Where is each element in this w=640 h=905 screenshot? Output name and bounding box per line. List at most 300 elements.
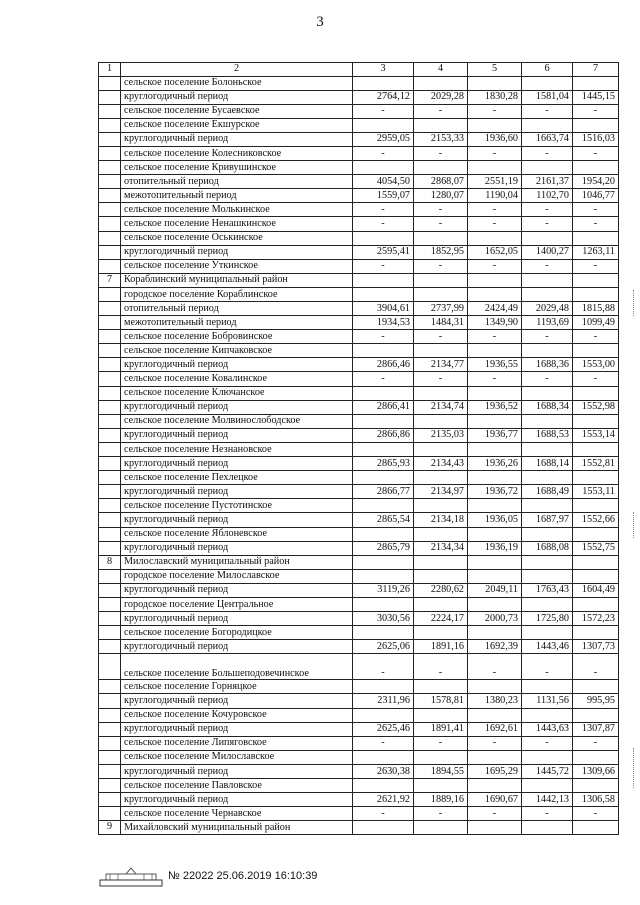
row-index-cell bbox=[99, 217, 121, 231]
value-cell bbox=[468, 287, 522, 301]
value-cell: 1190,04 bbox=[468, 189, 522, 203]
row-name-cell: сельское поселение Бусаевское bbox=[121, 104, 353, 118]
row-index-cell bbox=[99, 750, 121, 764]
value-cell: - bbox=[353, 259, 414, 273]
value-cell: 1553,00 bbox=[573, 358, 619, 372]
value-cell: 1891,16 bbox=[414, 640, 468, 654]
value-cell: 2866,46 bbox=[353, 358, 414, 372]
value-cell: - bbox=[468, 807, 522, 821]
value-cell bbox=[522, 287, 573, 301]
row-name-cell: круглогодичный период bbox=[121, 764, 353, 778]
value-cell bbox=[573, 344, 619, 358]
value-cell: - bbox=[573, 104, 619, 118]
value-cell bbox=[573, 680, 619, 694]
value-cell bbox=[468, 161, 522, 175]
row-index-cell: 7 bbox=[99, 273, 121, 287]
value-cell: 1690,67 bbox=[468, 793, 522, 807]
value-cell bbox=[353, 344, 414, 358]
value-cell bbox=[414, 821, 468, 835]
value-cell: 1604,49 bbox=[573, 583, 619, 597]
value-cell: 1280,07 bbox=[414, 189, 468, 203]
value-cell: 2621,92 bbox=[353, 793, 414, 807]
row-name-cell: круглогодичный период bbox=[121, 245, 353, 259]
row-index-cell bbox=[99, 527, 121, 541]
value-cell: 1763,43 bbox=[522, 583, 573, 597]
row-index-cell bbox=[99, 541, 121, 555]
row-index-cell bbox=[99, 330, 121, 344]
value-cell: 2595,41 bbox=[353, 245, 414, 259]
value-cell: 1102,70 bbox=[522, 189, 573, 203]
row-name-cell: сельское поселение Богородицкое bbox=[121, 626, 353, 640]
value-cell bbox=[353, 442, 414, 456]
value-cell bbox=[414, 750, 468, 764]
value-cell: 1443,63 bbox=[522, 722, 573, 736]
value-cell: - bbox=[522, 146, 573, 160]
value-cell bbox=[353, 273, 414, 287]
value-cell: - bbox=[573, 217, 619, 231]
value-cell: - bbox=[468, 654, 522, 680]
value-cell: 3119,26 bbox=[353, 583, 414, 597]
table-row bbox=[99, 76, 619, 90]
value-cell: 1572,23 bbox=[573, 612, 619, 626]
value-cell: - bbox=[468, 372, 522, 386]
value-cell bbox=[522, 76, 573, 90]
value-cell: 1688,14 bbox=[522, 457, 573, 471]
value-cell: 1193,69 bbox=[522, 316, 573, 330]
table-row bbox=[99, 330, 619, 344]
value-cell: 2630,38 bbox=[353, 764, 414, 778]
row-index-cell bbox=[99, 203, 121, 217]
value-cell: 1894,55 bbox=[414, 764, 468, 778]
value-cell: 1445,72 bbox=[522, 764, 573, 778]
row-name-cell: круглогодичный период bbox=[121, 541, 353, 555]
value-cell: 2134,34 bbox=[414, 541, 468, 555]
value-cell: 2865,93 bbox=[353, 457, 414, 471]
row-name-cell: круглогодичный период bbox=[121, 132, 353, 146]
value-cell bbox=[414, 161, 468, 175]
value-cell: 1936,77 bbox=[468, 428, 522, 442]
row-name-cell: сельское поселение Ненашкинское bbox=[121, 217, 353, 231]
value-cell: 1936,55 bbox=[468, 358, 522, 372]
value-cell: 2865,79 bbox=[353, 541, 414, 555]
row-index-cell bbox=[99, 428, 121, 442]
value-cell: - bbox=[414, 372, 468, 386]
row-name-cell: Михайловский муниципальный район bbox=[121, 821, 353, 835]
value-cell bbox=[353, 750, 414, 764]
value-cell: 1695,29 bbox=[468, 764, 522, 778]
value-cell bbox=[468, 273, 522, 287]
value-cell: 1099,49 bbox=[573, 316, 619, 330]
table-row bbox=[99, 161, 619, 175]
row-index-cell bbox=[99, 485, 121, 499]
value-cell bbox=[522, 231, 573, 245]
value-cell: - bbox=[353, 807, 414, 821]
row-name-cell: сельское поселение Болоньское bbox=[121, 76, 353, 90]
value-cell: - bbox=[414, 104, 468, 118]
row-index-cell bbox=[99, 694, 121, 708]
value-cell: 1552,81 bbox=[573, 457, 619, 471]
value-cell bbox=[573, 231, 619, 245]
value-cell: 1692,39 bbox=[468, 640, 522, 654]
table-row bbox=[99, 527, 619, 541]
value-cell: 1936,60 bbox=[468, 132, 522, 146]
row-index-cell bbox=[99, 175, 121, 189]
value-cell bbox=[522, 527, 573, 541]
value-cell: 1688,08 bbox=[522, 541, 573, 555]
value-cell: - bbox=[353, 330, 414, 344]
value-cell bbox=[573, 626, 619, 640]
header-cell: 7 bbox=[573, 63, 619, 77]
value-cell: 1552,66 bbox=[573, 513, 619, 527]
value-cell: 2135,03 bbox=[414, 428, 468, 442]
value-cell bbox=[522, 273, 573, 287]
row-name-cell: круглогодичный период bbox=[121, 457, 353, 471]
value-cell bbox=[522, 680, 573, 694]
value-cell: 1891,41 bbox=[414, 722, 468, 736]
value-cell bbox=[468, 626, 522, 640]
value-cell: - bbox=[468, 203, 522, 217]
row-name-cell: круглогодичный период bbox=[121, 358, 353, 372]
value-cell bbox=[353, 471, 414, 485]
value-cell bbox=[573, 555, 619, 569]
value-cell bbox=[353, 76, 414, 90]
row-index-cell bbox=[99, 358, 121, 372]
row-name-cell: городское поселение Милославское bbox=[121, 569, 353, 583]
value-cell: - bbox=[353, 736, 414, 750]
table-row bbox=[99, 555, 619, 569]
header-cell: 1 bbox=[99, 63, 121, 77]
value-cell: 1484,31 bbox=[414, 316, 468, 330]
value-cell: 1552,98 bbox=[573, 400, 619, 414]
value-cell bbox=[573, 414, 619, 428]
value-cell: 1663,74 bbox=[522, 132, 573, 146]
value-cell: - bbox=[468, 217, 522, 231]
value-cell bbox=[573, 750, 619, 764]
value-cell: 1553,11 bbox=[573, 485, 619, 499]
table-row bbox=[99, 189, 619, 203]
value-cell bbox=[468, 344, 522, 358]
row-name-cell: отопительный период bbox=[121, 302, 353, 316]
value-cell: 2866,77 bbox=[353, 485, 414, 499]
value-cell: 2865,54 bbox=[353, 513, 414, 527]
table-row bbox=[99, 217, 619, 231]
value-cell: 1131,56 bbox=[522, 694, 573, 708]
value-cell bbox=[414, 287, 468, 301]
row-name-cell: круглогодичный период bbox=[121, 793, 353, 807]
row-name-cell: круглогодичный период bbox=[121, 583, 353, 597]
row-index-cell bbox=[99, 118, 121, 132]
value-cell bbox=[353, 386, 414, 400]
value-cell bbox=[414, 779, 468, 793]
value-cell: - bbox=[414, 259, 468, 273]
value-cell bbox=[468, 527, 522, 541]
table-row bbox=[99, 146, 619, 160]
value-cell: - bbox=[353, 203, 414, 217]
row-index-cell bbox=[99, 386, 121, 400]
value-cell bbox=[353, 779, 414, 793]
row-name-cell: сельское поселение Незнановское bbox=[121, 442, 353, 456]
header-cell: 3 bbox=[353, 63, 414, 77]
row-index-cell bbox=[99, 680, 121, 694]
row-index-cell bbox=[99, 597, 121, 611]
table-row bbox=[99, 793, 619, 807]
value-cell: 1442,13 bbox=[522, 793, 573, 807]
row-index-cell bbox=[99, 146, 121, 160]
value-cell bbox=[353, 821, 414, 835]
value-cell: - bbox=[522, 217, 573, 231]
header-cell: 6 bbox=[522, 63, 573, 77]
value-cell bbox=[353, 626, 414, 640]
document-registration-stamp: № 22022 25.06.2019 16:10:39 bbox=[168, 870, 318, 882]
value-cell: 1349,90 bbox=[468, 316, 522, 330]
table-row bbox=[99, 175, 619, 189]
table-row bbox=[99, 344, 619, 358]
row-name-cell: сельское поселение Колесниковское bbox=[121, 146, 353, 160]
value-cell: 1307,87 bbox=[573, 722, 619, 736]
table-row bbox=[99, 287, 619, 301]
table-row bbox=[99, 203, 619, 217]
value-cell bbox=[468, 231, 522, 245]
value-cell bbox=[353, 414, 414, 428]
table-row bbox=[99, 654, 619, 680]
value-cell bbox=[522, 569, 573, 583]
table-row bbox=[99, 736, 619, 750]
value-cell: 1934,53 bbox=[353, 316, 414, 330]
table-row bbox=[99, 428, 619, 442]
row-name-cell: круглогодичный период bbox=[121, 722, 353, 736]
value-cell: 1936,26 bbox=[468, 457, 522, 471]
value-cell: 2625,06 bbox=[353, 640, 414, 654]
row-index-cell bbox=[99, 344, 121, 358]
row-name-cell: сельское поселение Екшурское bbox=[121, 118, 353, 132]
value-cell bbox=[522, 499, 573, 513]
table-row bbox=[99, 132, 619, 146]
page-number: 3 bbox=[316, 14, 324, 30]
header-cell: 5 bbox=[468, 63, 522, 77]
value-cell bbox=[353, 118, 414, 132]
value-cell: - bbox=[573, 259, 619, 273]
value-cell bbox=[353, 569, 414, 583]
row-name-cell: Милославский муниципальный район bbox=[121, 555, 353, 569]
value-cell bbox=[414, 442, 468, 456]
table-row bbox=[99, 316, 619, 330]
table-row bbox=[99, 414, 619, 428]
table-row bbox=[99, 680, 619, 694]
value-cell bbox=[522, 779, 573, 793]
table-row bbox=[99, 358, 619, 372]
value-cell bbox=[353, 287, 414, 301]
value-cell: 2161,37 bbox=[522, 175, 573, 189]
row-name-cell: городское поселение Кораблинское bbox=[121, 287, 353, 301]
value-cell bbox=[573, 471, 619, 485]
value-cell: 1552,75 bbox=[573, 541, 619, 555]
table-row bbox=[99, 513, 619, 527]
row-index-cell: 8 bbox=[99, 555, 121, 569]
row-name-cell: сельское поселение Павловское bbox=[121, 779, 353, 793]
value-cell: - bbox=[522, 372, 573, 386]
value-cell bbox=[353, 161, 414, 175]
value-cell bbox=[522, 597, 573, 611]
table-row bbox=[99, 626, 619, 640]
row-name-cell: Кораблинский муниципальный район bbox=[121, 273, 353, 287]
value-cell: 1046,77 bbox=[573, 189, 619, 203]
value-cell bbox=[414, 626, 468, 640]
value-cell: - bbox=[353, 146, 414, 160]
value-cell: 1936,72 bbox=[468, 485, 522, 499]
value-cell: 1380,23 bbox=[468, 694, 522, 708]
row-index-cell bbox=[99, 793, 121, 807]
row-index-cell bbox=[99, 372, 121, 386]
value-cell bbox=[522, 386, 573, 400]
value-cell bbox=[522, 471, 573, 485]
value-cell: - bbox=[522, 330, 573, 344]
value-cell: 1725,80 bbox=[522, 612, 573, 626]
tariff-table bbox=[98, 62, 619, 835]
row-name-cell: сельское поселение Бобровинское bbox=[121, 330, 353, 344]
value-cell bbox=[353, 680, 414, 694]
row-name-cell: круглогодичный период bbox=[121, 485, 353, 499]
value-cell bbox=[414, 386, 468, 400]
value-cell bbox=[573, 287, 619, 301]
value-cell: 1578,81 bbox=[414, 694, 468, 708]
table-row bbox=[99, 442, 619, 456]
row-index-cell bbox=[99, 189, 121, 203]
row-name-cell: сельское поселение Яблоневское bbox=[121, 527, 353, 541]
value-cell: 1936,05 bbox=[468, 513, 522, 527]
value-cell: - bbox=[522, 259, 573, 273]
value-cell: - bbox=[353, 104, 414, 118]
value-cell bbox=[468, 442, 522, 456]
row-index-cell bbox=[99, 414, 121, 428]
value-cell: 2134,18 bbox=[414, 513, 468, 527]
value-cell: 2311,96 bbox=[353, 694, 414, 708]
row-name-cell: сельское поселение Уткинское bbox=[121, 259, 353, 273]
value-cell: 2224,17 bbox=[414, 612, 468, 626]
row-index-cell bbox=[99, 471, 121, 485]
value-cell: - bbox=[353, 372, 414, 386]
row-index-cell bbox=[99, 104, 121, 118]
value-cell: 2280,62 bbox=[414, 583, 468, 597]
table-row bbox=[99, 457, 619, 471]
value-cell bbox=[522, 161, 573, 175]
value-cell bbox=[573, 161, 619, 175]
row-name-cell: сельское поселение Кипчаковское bbox=[121, 344, 353, 358]
value-cell: 3030,56 bbox=[353, 612, 414, 626]
value-cell bbox=[573, 708, 619, 722]
value-cell: 1954,20 bbox=[573, 175, 619, 189]
value-cell: 2134,77 bbox=[414, 358, 468, 372]
row-index-cell bbox=[99, 654, 121, 680]
row-index-cell bbox=[99, 499, 121, 513]
value-cell bbox=[468, 708, 522, 722]
value-cell: - bbox=[573, 654, 619, 680]
value-cell bbox=[573, 569, 619, 583]
table-row bbox=[99, 104, 619, 118]
value-cell: - bbox=[414, 330, 468, 344]
value-cell bbox=[468, 597, 522, 611]
value-cell bbox=[468, 821, 522, 835]
value-cell bbox=[414, 499, 468, 513]
value-cell bbox=[353, 499, 414, 513]
value-cell: - bbox=[573, 203, 619, 217]
row-index-cell bbox=[99, 722, 121, 736]
row-index-cell bbox=[99, 807, 121, 821]
margin-mark bbox=[633, 748, 638, 788]
row-index-cell bbox=[99, 132, 121, 146]
value-cell bbox=[522, 442, 573, 456]
value-cell: 2866,86 bbox=[353, 428, 414, 442]
value-cell bbox=[468, 76, 522, 90]
row-name-cell: круглогодичный период bbox=[121, 513, 353, 527]
value-cell: 2764,12 bbox=[353, 90, 414, 104]
row-index-cell bbox=[99, 161, 121, 175]
value-cell: 1688,49 bbox=[522, 485, 573, 499]
table-row bbox=[99, 597, 619, 611]
value-cell: 995,95 bbox=[573, 694, 619, 708]
value-cell bbox=[468, 499, 522, 513]
value-cell: 1687,97 bbox=[522, 513, 573, 527]
value-cell bbox=[414, 708, 468, 722]
table-row bbox=[99, 90, 619, 104]
value-cell: - bbox=[468, 259, 522, 273]
row-index-cell bbox=[99, 708, 121, 722]
value-cell bbox=[522, 344, 573, 358]
value-cell: 2959,05 bbox=[353, 132, 414, 146]
value-cell: - bbox=[573, 807, 619, 821]
value-cell: 2029,48 bbox=[522, 302, 573, 316]
value-cell: 2424,49 bbox=[468, 302, 522, 316]
table-row bbox=[99, 640, 619, 654]
table-row bbox=[99, 302, 619, 316]
value-cell: - bbox=[414, 217, 468, 231]
row-name-cell: сельское поселение Милославское bbox=[121, 750, 353, 764]
table-row bbox=[99, 583, 619, 597]
value-cell: - bbox=[522, 736, 573, 750]
row-index-cell bbox=[99, 400, 121, 414]
value-cell bbox=[353, 708, 414, 722]
row-name-cell: сельское поселение Липяговское bbox=[121, 736, 353, 750]
value-cell: - bbox=[522, 654, 573, 680]
value-cell bbox=[573, 442, 619, 456]
header-cell: 4 bbox=[414, 63, 468, 77]
value-cell: - bbox=[353, 654, 414, 680]
row-index-cell bbox=[99, 245, 121, 259]
table-row bbox=[99, 750, 619, 764]
value-cell: - bbox=[468, 104, 522, 118]
value-cell bbox=[468, 471, 522, 485]
value-cell bbox=[573, 273, 619, 287]
table-row bbox=[99, 499, 619, 513]
row-index-cell bbox=[99, 76, 121, 90]
table-body bbox=[99, 63, 619, 835]
value-cell bbox=[522, 750, 573, 764]
value-cell: 4054,50 bbox=[353, 175, 414, 189]
value-cell: 2049,11 bbox=[468, 583, 522, 597]
value-cell bbox=[573, 527, 619, 541]
table-header-row bbox=[99, 63, 619, 77]
value-cell: 1553,14 bbox=[573, 428, 619, 442]
row-name-cell: сельское поселение Молькинское bbox=[121, 203, 353, 217]
row-name-cell: сельское поселение Оськинское bbox=[121, 231, 353, 245]
value-cell: 1852,95 bbox=[414, 245, 468, 259]
value-cell: 2868,07 bbox=[414, 175, 468, 189]
row-name-cell: сельское поселение Горняцкое bbox=[121, 680, 353, 694]
value-cell: 1688,53 bbox=[522, 428, 573, 442]
row-name-cell: сельское поселение Молвинослободское bbox=[121, 414, 353, 428]
value-cell: 2134,97 bbox=[414, 485, 468, 499]
value-cell bbox=[468, 569, 522, 583]
value-cell bbox=[468, 414, 522, 428]
